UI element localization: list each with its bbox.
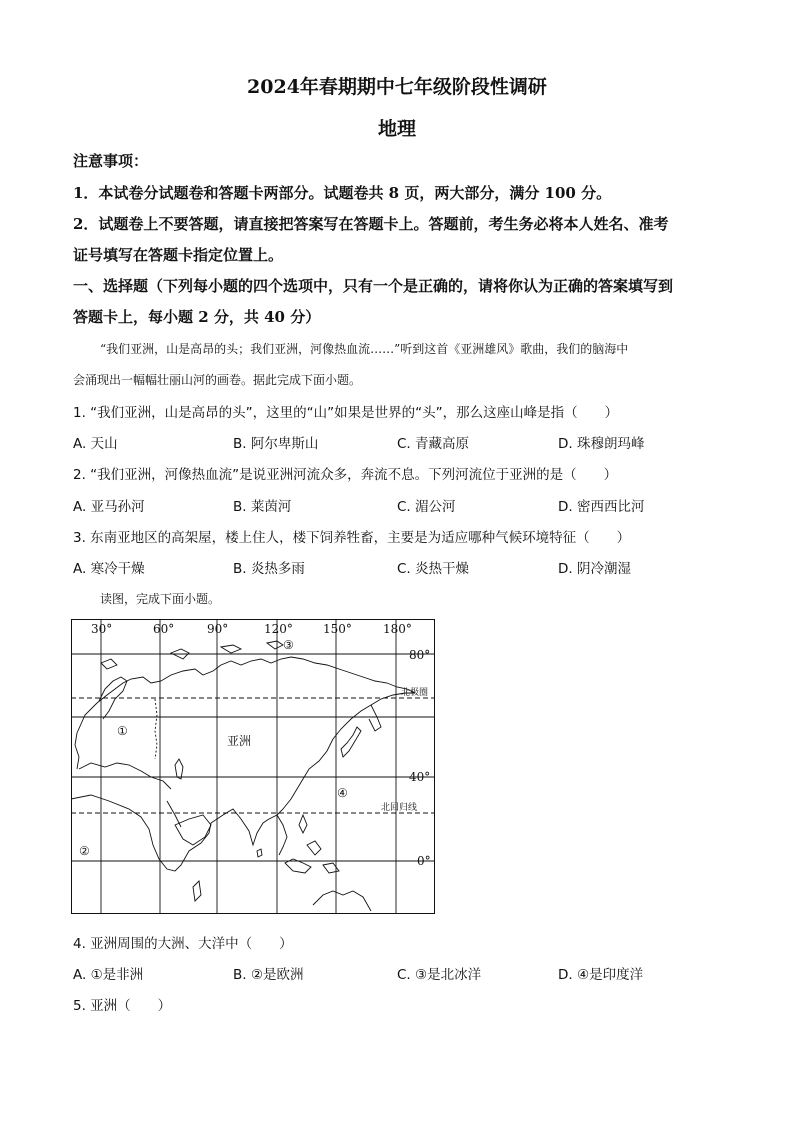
question-1-option-c: C. 青藏高原 [397, 436, 470, 452]
question-4-stem: 4. 亚洲周围的大洲、大洋中（ ） [73, 936, 293, 952]
lat-label-80: 80° [409, 648, 431, 662]
map-svg [71, 619, 435, 914]
tropic-of-cancer-label: 北回归线 [381, 803, 418, 813]
question-3-option-a: A. 寒冷干燥 [73, 561, 145, 577]
arctic-circle-label: 北极圈 [401, 688, 429, 698]
marker-2: ② [79, 844, 90, 858]
question-3-stem: 3. 东南亚地区的高架屋，楼上住人，楼下饲养牲畜，主要是为适应哪种气候环境特征（ ） [73, 530, 631, 546]
asia-label: 亚洲 [227, 734, 252, 748]
map-instruction: 读图，完成下面小题。 [100, 592, 221, 606]
question-3-option-b: B. 炎热多雨 [233, 561, 305, 577]
passage-line-2: 会涌现出一幅幅壮丽山河的画卷。据此完成下面小题。 [73, 373, 362, 387]
question-1-option-d: D. 珠穆朗玛峰 [558, 436, 645, 452]
subject-title: 地理 [377, 118, 416, 140]
lon-label-150: 150° [323, 622, 352, 636]
lon-label-60: 60° [153, 622, 175, 636]
notice-item-2-line-2: 证号填写在答题卡指定位置上。 [73, 246, 284, 264]
lat-label-0: 0° [417, 854, 431, 868]
lon-label-30: 30° [91, 622, 113, 636]
question-4-option-c: C. ③是北冰洋 [397, 967, 482, 983]
question-2-option-a: A. 亚马孙河 [73, 499, 145, 515]
map-frame [72, 620, 435, 914]
question-4-option-d: D. ④是印度洋 [558, 967, 644, 983]
question-2-stem: 2. “我们亚洲，河像热血流”是说亚洲河流众多，奔流不息。下列河流位于亚洲的是（ ） [73, 467, 618, 483]
question-1-option-b: B. 阿尔卑斯山 [233, 436, 319, 452]
marker-4: ④ [337, 786, 348, 800]
lon-label-180: 180° [383, 622, 412, 636]
marker-3: ③ [283, 638, 294, 652]
notice-heading: 注意事项： [73, 152, 149, 170]
asia-map [71, 619, 435, 914]
notice-item-1: 1．本试卷分试题卷和答题卡两部分。试题卷共 8 页，两大部分，满分 100 分。 [73, 184, 612, 202]
passage-line-1: “我们亚洲，山是高昂的头；我们亚洲，河像热血流……”听到这首《亚洲雄风》歌曲，我们的脑海中 [100, 342, 629, 356]
question-3-option-d: D. 阴冷潮湿 [558, 561, 631, 577]
question-2-option-b: B. 莱茵河 [233, 499, 292, 515]
lon-label-120: 120° [264, 622, 293, 636]
question-1-stem: 1. “我们亚洲，山是高昂的头”，这里的“山”如果是世界的“头”，那么这座山峰是指（ ） [73, 405, 619, 421]
marker-1: ① [117, 724, 128, 738]
section-heading-line-2: 答题卡上，每小题 2 分，共 40 分） [73, 308, 321, 326]
question-4-option-a: A. ①是非洲 [73, 967, 144, 983]
question-2-option-c: C. 湄公河 [397, 499, 456, 515]
question-5-stem: 5. 亚洲（ ） [73, 998, 172, 1014]
question-4-option-b: B. ②是欧洲 [233, 967, 304, 983]
question-3-option-c: C. 炎热干燥 [397, 561, 470, 577]
exam-title: 2024年春期期中七年级阶段性调研 [247, 76, 547, 98]
lon-label-90: 90° [207, 622, 229, 636]
question-2-option-d: D. 密西西比河 [558, 499, 645, 515]
question-1-option-a: A. 天山 [73, 436, 118, 452]
lat-label-40: 40° [409, 770, 431, 784]
section-heading-line-1: 一、选择题（下列每小题的四个选项中，只有一个是正确的，请将你认为正确的答案填写到 [73, 277, 674, 295]
notice-item-2-line-1: 2．试题卷上不要答题，请直接把答案写在答题卡上。答题前，考生务必将本人姓名、准考 [73, 215, 669, 233]
